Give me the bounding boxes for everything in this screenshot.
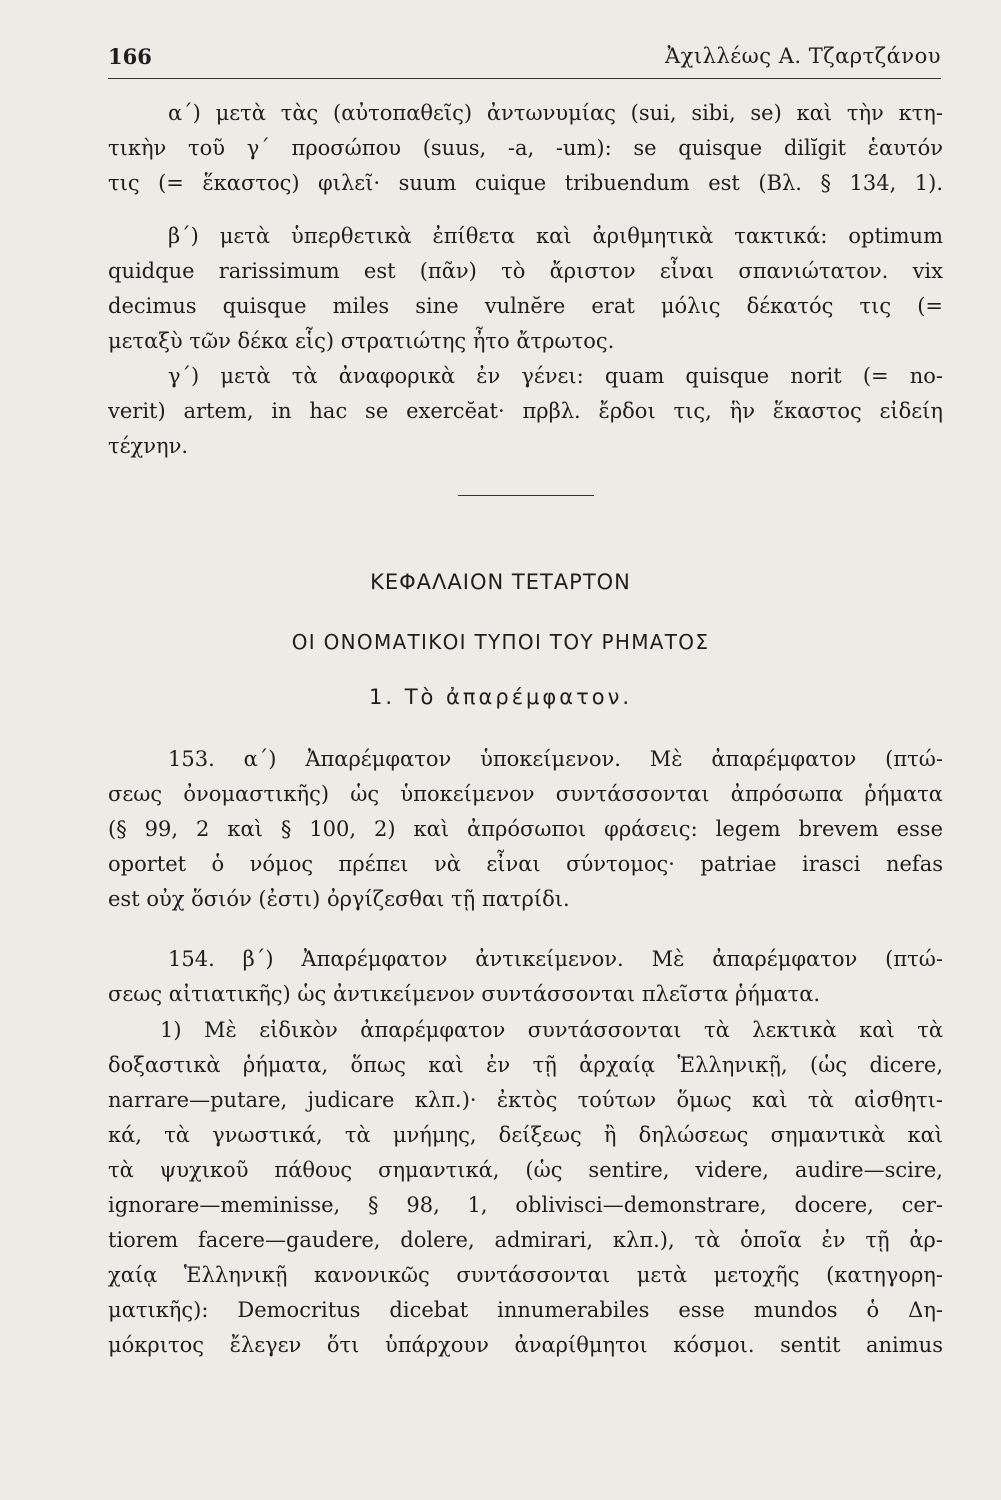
text-line: tiorem facere—gaudere, dolere, admirari, κλπ.), τὰ ὁποῖα ἐν τῇ ἀρ-: [108, 1228, 943, 1252]
running-title: Ἀχιλλέως Α. Τζαρτζάνου: [665, 44, 941, 68]
section-divider: [458, 495, 594, 496]
section-title: 1. Τὸ ἀπαρέμφατον.: [368, 685, 633, 709]
text-line: decimus quisque miles sine vulnĕre erat μόλις δέκατός τις (=: [108, 294, 943, 318]
text-line: α΄) μετὰ τὰς (αὐτοπαθεῖς) ἀντωνυμίας (sui, sibi, se) καὶ τὴν κτη-: [168, 101, 943, 125]
text-line: est οὐχ ὅσιόν (ἐστι) ὀργίζεσθαι τῇ πατρίδι.: [108, 887, 570, 911]
text-line: γ΄) μετὰ τὰ ἀναφορικὰ ἐν γένει: quam quisque norit (= no-: [168, 364, 943, 388]
text-line: μεταξὺ τῶν δέκα εἷς) στρατιώτης ἦτο ἄτρωτος.: [108, 329, 615, 353]
text-line: μόκριτος ἔλεγεν ὅτι ὑπάρχουν ἀναρίθμητοι κόσμοι. sentit animus: [108, 1333, 943, 1357]
text-line: 153. α΄) Ἀπαρέμφατον ὑποκείμενον. Μὲ ἀπαρέμφατον (πτώ-: [168, 747, 943, 771]
text-line: τις (= ἕκαστος) φιλεῖ· suum cuique tribuendum est (Βλ. § 134, 1).: [108, 171, 943, 195]
text-line: κά, τὰ γνωστικά, τὰ μνήμης, δείξεως ἢ δηλώσεως σημαντικὰ καὶ: [108, 1123, 943, 1147]
text-line: ignorare—meminisse, § 98, 1, oblivisci—demonstrare, docere, cer-: [108, 1193, 943, 1217]
text-line: verit) artem, in hac se exercĕat· πρβλ. ἔρδοι τις, ἣν ἕκαστος εἰδείη: [108, 399, 943, 423]
text-line: β΄) μετὰ ὑπερθετικὰ ἐπίθετα καὶ ἀριθμητικὰ τακτικά: optimum: [168, 224, 943, 248]
page-header: [108, 44, 941, 79]
text-line: quidque rarissimum est (πᾶν) τὸ ἄριστον εἶναι σπανιώτατον. vix: [108, 259, 943, 283]
chapter-heading: ΚΕΦΑΛΑΙΟΝ ΤΕΤΑΡΤΟΝ: [370, 570, 631, 594]
text-line: ματικῆς): Democritus dicebat innumerabiles esse mundos ὁ Δη-: [108, 1298, 943, 1322]
paragraph-b: [108, 219, 943, 359]
text-line: δοξαστικὰ ῥήματα, ὅπως καὶ ἐν τῇ ἀρχαίᾳ Ἑλληνικῇ, (ὡς dicere,: [108, 1053, 943, 1077]
text-line: χαίᾳ Ἑλληνικῇ κανονικῶς συντάσσονται μετὰ μετοχῆς (κατηγορη-: [108, 1263, 943, 1287]
text-line: 154. β΄) Ἀπαρέμφατον ἀντικείμενον. Μὲ ἀπαρέμφατον (πτώ-: [168, 947, 943, 971]
text-line: σεως αἰτιατικῆς) ὡς ἀντικείμενον συντάσσονται πλεῖστα ῥήματα.: [108, 982, 821, 1006]
text-line: τὰ ψυχικοῦ πάθους σημαντικά, (ὡς sentire, videre, audire—scire,: [108, 1158, 943, 1182]
paragraph-154: [108, 942, 943, 1012]
page-number: 166: [108, 44, 152, 69]
text-line: σεως ὀνομαστικῆς) ὡς ὑποκείμενον συντάσσονται ἀπρόσωπα ῥήματα: [108, 782, 943, 806]
paragraph-a: [108, 96, 943, 201]
text-line: 1) Μὲ εἰδικὸν ἀπαρέμφατον συντάσσονται τὰ λεκτικὰ καὶ τὰ: [160, 1018, 943, 1042]
chapter-title: ΟΙ ΟΝΟΜΑΤΙΚΟΙ ΤΥΠΟΙ ΤΟΥ ΡΗΜΑΤΟΣ: [291, 630, 710, 654]
text-line: τικὴν τοῦ γ΄ προσώπου (suus, -a, -um): se quisque dilĭgit ἑαυτόν: [108, 136, 943, 160]
paragraph-154-1: [108, 1013, 943, 1363]
text-line: (§ 99, 2 καὶ § 100, 2) καὶ ἀπρόσωποι φράσεις: legem brevem esse: [108, 817, 943, 841]
text-line: oportet ὁ νόμος πρέπει νὰ εἶναι σύντομος· patriae irasci nefas: [108, 852, 943, 876]
paragraph-153: [108, 742, 943, 917]
paragraph-c: [108, 359, 943, 464]
text-line: narrare—putare, judicare κλπ.)· ἐκτὸς τούτων ὅμως καὶ τὰ αἰσθητι-: [108, 1088, 943, 1112]
text-line: τέχνην.: [108, 434, 189, 458]
